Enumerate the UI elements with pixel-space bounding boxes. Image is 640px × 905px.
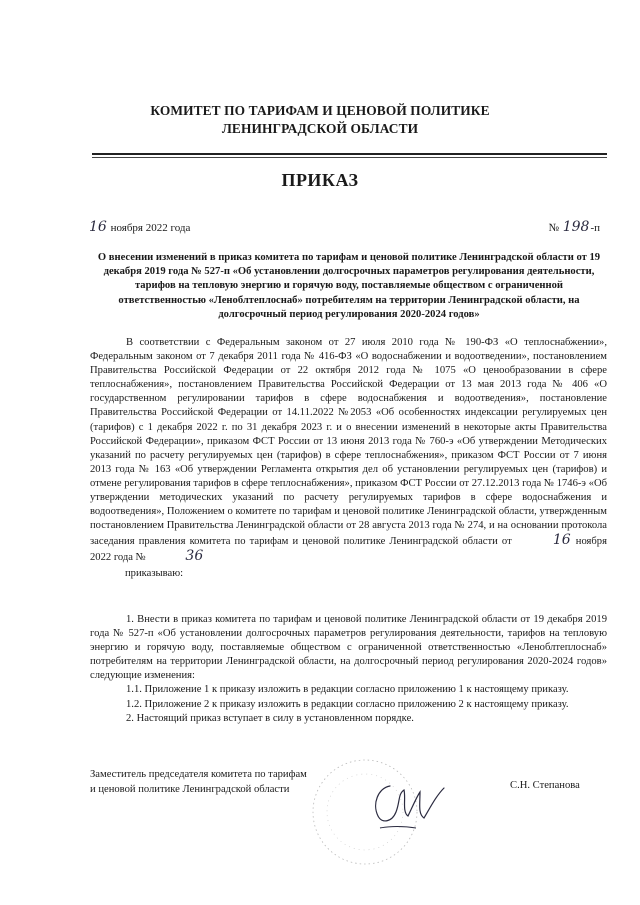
handwritten-protocol-number: 36: [185, 548, 204, 565]
org-name-line-1: КОМИТЕТ ПО ТАРИФАМ И ЦЕНОВОЙ ПОЛИТИКЕ: [150, 103, 490, 118]
handwritten-signature: [360, 768, 450, 838]
signatory-position-line-2: и ценовой политике Ленинградской области: [90, 784, 290, 795]
order-items: [90, 613, 607, 726]
date-suffix: ноября 2022 года: [110, 222, 191, 234]
document-subject: О внесении изменений в приказ комитета по тарифам и ценовой политике Ленинградской области от 19 декабря 2019 года № 527-п «Об установлении долгосрочных параметров регулирования деятельности, тарифов на тепловую энергию и горячую воду, поставляемые обществом с ограниченной ответственностью «Леноблтеплоснаб» потребителям на территории Ленинградской области, на долгосрочный период регулирования 2020-2024 годов»: [97, 252, 601, 320]
document-date: [88, 219, 190, 235]
header-rule-thin: [92, 157, 607, 158]
order-item: 1. Внести в приказ комитета по тарифам и ценовой политике Ленинградской области от 19 декабря 2019 года № 527-п «Об установлении долгосрочных параметров регулирования деятельности, тарифов на тепловую энергию и горячую воду, поставляемые обществом с ограниченной ответственностью «Леноблтеплоснаб» потребителям на территории Ленинградской области, на долгосрочный период регулирования 2020-2024 годов» следующие изменения:: [90, 614, 607, 682]
handwritten-number: 198: [562, 219, 590, 235]
preamble-paragraph: [90, 336, 607, 566]
preamble: [90, 336, 607, 581]
document-number: [548, 219, 600, 235]
order-item: 2. Настоящий приказ вступает в силу в установленном порядке.: [126, 712, 414, 724]
resolve-word: приказываю:: [125, 567, 184, 579]
signatory-position-line-1: Заместитель председателя комитета по тарифам: [90, 769, 307, 780]
organization-header: [60, 102, 580, 138]
org-name-line-2: ЛЕНИНГРАДСКОЙ ОБЛАСТИ: [221, 121, 419, 136]
document-type-title: ПРИКАЗ: [281, 170, 359, 190]
signatory-position: [90, 767, 307, 797]
preamble-text: В соответствии с Федеральным законом от 27 июля 2010 года № 190-ФЗ «О теплоснабжении», Федеральным законом от 7 декабря 2011 года № 416-ФЗ «О водоснабжении и водоотведении», постановлением Правительства Российской Федерации от 22 октября 2012 года № 1075 «О ценообразовании в сфере теплоснабжения», постановлением Правительства Российской Федерации от 13 мая 2013 года № 406 «О государственном регулировании тарифов в сфере водоснабжения и водоотведения», постановление Правительства Российской Федерации от 14.11.2022 №2053 «Об особенностях индексации регулируемых цен (тарифов) с 1 декабря 2022 г. по 31 декабря 2023 г. и о внесении изменений в некоторые акты Правительства Российской Федерации», приказом ФСТ России от 13 июня 2013 года № 760-э «Об утверждении Методических указаний по расчету регулируемых цен (тарифов) в сфере теплоснабжения», приказом ФСТ России от 7 июня 2013 года № 163 «Об утверждении Регламента открытия дел об установлении регулируемых цен (тарифов) и отмене регулирования тарифов в сфере теплоснабжения», приказом ФСТ России от 27.12.2013 года № 1746-э «Об утверждении методических указаний по расчету регулируемых тарифов в сфере водоснабжения и водоотведения», Положением о комитете по тарифам и ценовой политике Ленинградской области, утвержденным постановлением Правительства Ленинградской области от 28 августа 2013 года № 274, и на основании протокола заседания правления комитета по тарифам и ценовой политике Ленинградской области от: [90, 337, 607, 548]
header-rule-thick: [92, 153, 607, 155]
handwritten-protocol-day: 16: [552, 532, 571, 549]
order-item: 1.2. Приложение 2 к приказу изложить в редакции согласно приложению 2 к настоящему приказу.: [126, 698, 569, 710]
order-item: 1.1. Приложение 1 к приказу изложить в редакции согласно приложению 1 к настоящему приказу.: [126, 684, 569, 696]
handwritten-day: 16: [89, 219, 107, 235]
number-suffix: -п: [590, 222, 600, 234]
number-prefix: №: [548, 222, 559, 234]
protocol-mid: ноября 2022 года №: [90, 536, 607, 564]
signatory-name: С.Н. Степанова: [510, 780, 580, 791]
